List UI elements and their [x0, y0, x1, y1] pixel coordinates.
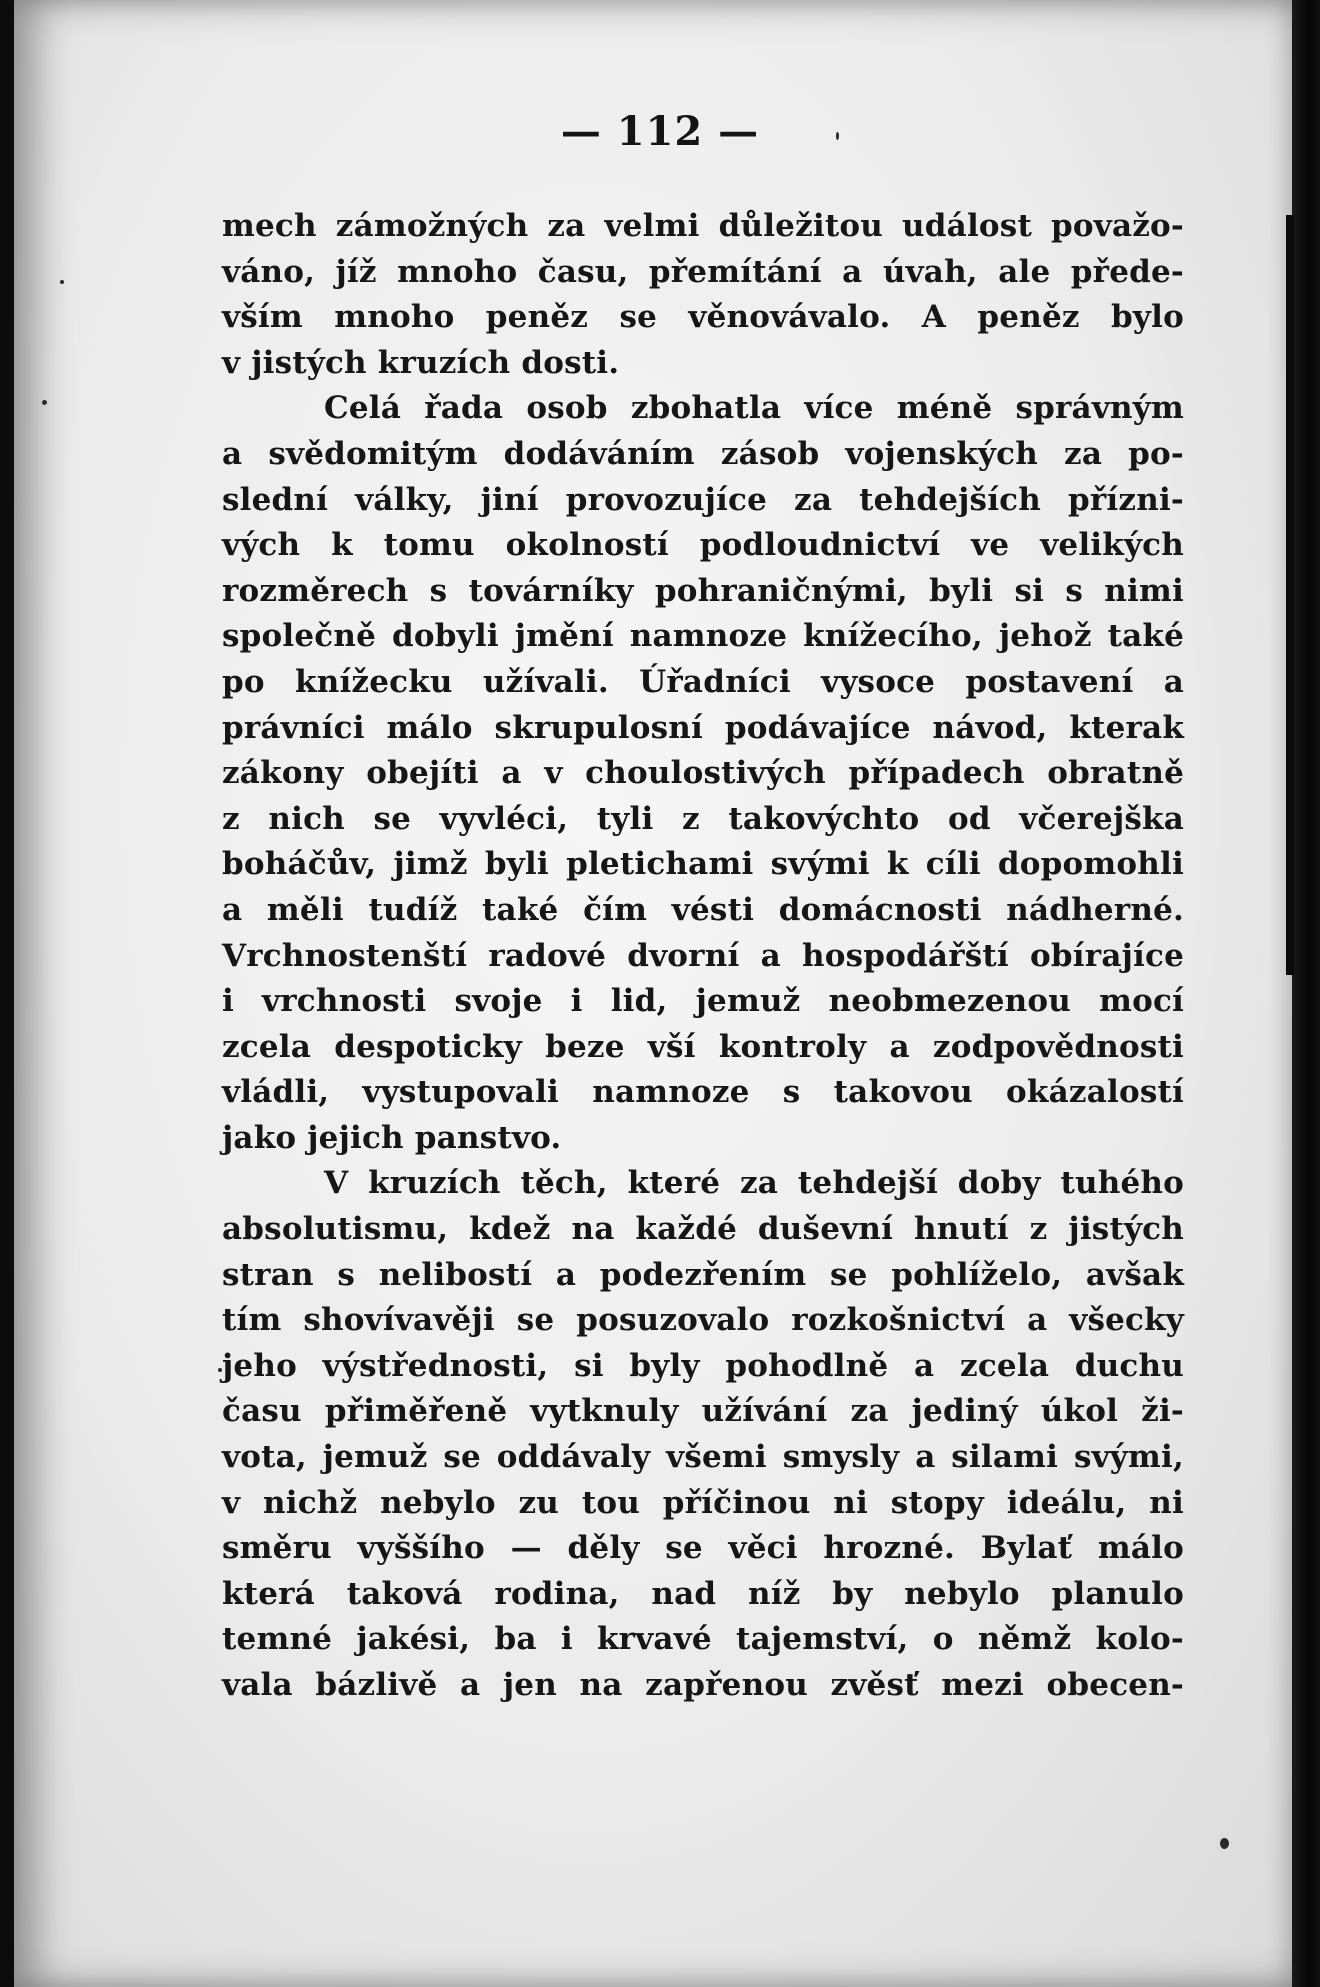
text-line: jako jejich panstvo.	[222, 1119, 562, 1156]
text-line: zákony obejíti a v choulostivých případech obratně	[222, 755, 1184, 792]
text-line: V kruzích těch, které za tehdejší doby tuhého	[324, 1165, 1184, 1202]
text-line: i vrchnosti svoje i lid, jemuž neobmezenou mocí	[222, 983, 1184, 1020]
text-line: vých k tomu okolností podloudnictví ve velikých	[222, 527, 1184, 564]
text-line: Vrchnostenští radové dvorní a hospodářští obírajíce	[222, 937, 1184, 974]
text-line: stran s nelibostí a podezřením se pohlíželo, avšak	[222, 1256, 1184, 1293]
text-line: absolutismu, kdež na každé duševní hnutí z jistých	[222, 1211, 1184, 1248]
text-line: rozměrech s továrníky pohraničnými, byli si s nimi	[222, 572, 1184, 609]
text-line: a měli tudíž také čím vésti domácnosti nádherné.	[222, 891, 1184, 928]
text-line: právníci málo skrupulosní podávajíce návod, kterak	[222, 709, 1184, 746]
text-line: času přiměřeně vytknuly užívání za jediný úkol ži-	[222, 1393, 1184, 1430]
text-line: vládli, vystupovali namnoze s takovou okázalostí	[222, 1074, 1184, 1111]
paper-speck	[42, 400, 47, 405]
page-edge-shadow	[1286, 215, 1294, 975]
text-line: a svědomitým dodáváním zásob vojenských za po-	[222, 435, 1184, 472]
text-line: temné jakési, ba i krvavé tajemství, o němž kolo-	[222, 1621, 1184, 1658]
text-line: směru vyššího — děly se věci hrozné. Bylať málo	[222, 1530, 1184, 1567]
text-line: vším mnoho peněz se věnovávalo. A peněz bylo	[222, 299, 1184, 336]
text-line: po knížecku užívali. Úřadníci vysoce postavení a	[222, 663, 1184, 700]
text-line: v jistých kruzích dosti.	[222, 344, 620, 381]
body-text	[222, 204, 1184, 1709]
text-line: vota, jemuž se oddávaly všemi smysly a silami svými,	[222, 1439, 1184, 1476]
text-line: zcela despoticky beze vší kontroly a zodpovědnosti	[222, 1028, 1184, 1065]
text-line: v nichž nebylo zu tou příčinou ni stopy ideálu, ni	[222, 1484, 1184, 1521]
text-line: společně dobyli jmění namnoze knížecího, jehož také	[222, 618, 1184, 655]
text-line: Celá řada osob zbohatla více méně správným	[324, 390, 1184, 427]
text-line: váno, jíž mnoho času, přemítání a úvah, ale přede-	[222, 253, 1184, 290]
text-line: vala bázlivě a jen na zapřenou zvěsť mezi obecen-	[222, 1667, 1184, 1703]
text-line: která taková rodina, nad níž by nebylo planulo	[222, 1575, 1184, 1612]
book-binding-edge	[1292, 0, 1320, 1987]
text-line: tím shovívavěji se posuzovalo rozkošnictví a všecky	[222, 1302, 1184, 1339]
paper-speck	[60, 280, 64, 284]
text-line: z nich se vyvléci, tyli z takovýchto od včerejška	[222, 800, 1184, 837]
text-line: jeho výstřednosti, si byly pohodlně a zcela duchu	[222, 1347, 1184, 1384]
paper-speck	[1220, 1838, 1229, 1849]
text-line: mech zámožných za velmi důležitou událost považo-	[222, 208, 1184, 244]
text-line: slední války, jiní provozujíce za tehdejších přízni-	[222, 481, 1184, 518]
page-number: — 112 —	[560, 108, 760, 155]
text-line: boháčův, jimž byli pletichami svými k cíli dopomohli	[222, 846, 1184, 883]
